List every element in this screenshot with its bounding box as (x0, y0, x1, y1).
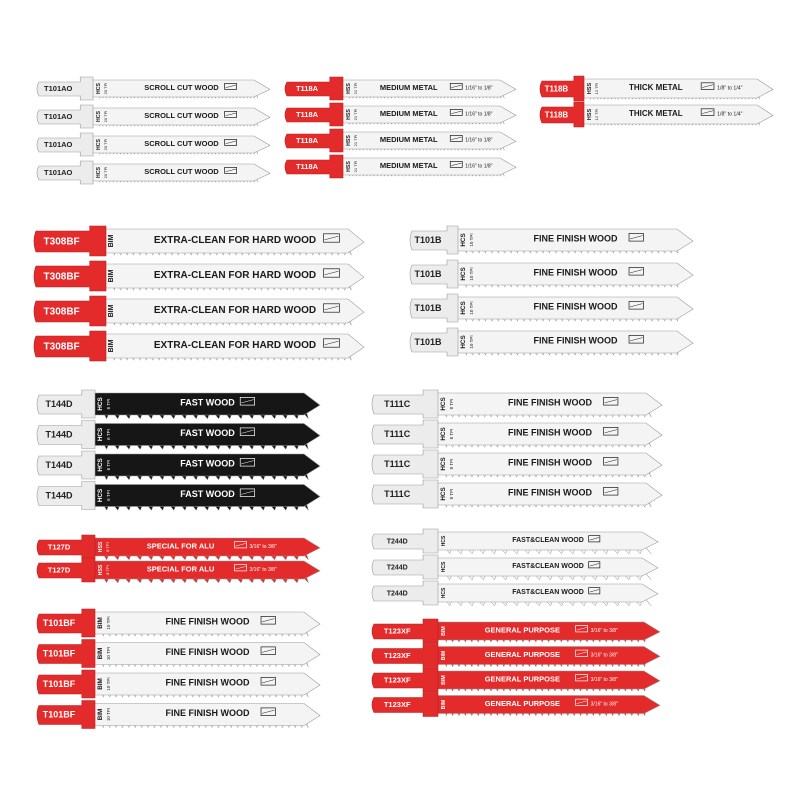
blade-label: FAST WOOD (180, 397, 235, 408)
blade-material: BIM (441, 650, 447, 661)
blade-spec: 3/16" to 3/8" (590, 627, 618, 634)
saw-blade (37, 451, 320, 480)
blade-label: FAST&CLEAN WOOD (512, 537, 584, 545)
blade-code: T123XF (383, 675, 411, 685)
blade-label: FINE FINISH WOOD (508, 427, 592, 438)
blade-material: BIM (97, 678, 104, 690)
blade-label: FINE FINISH WOOD (508, 397, 592, 408)
saw-blade (410, 226, 693, 254)
blade-label: FINE FINISH WOOD (533, 267, 618, 278)
blade-code: T101BF (42, 709, 76, 720)
blade-label: SCROLL CUT WOOD (144, 82, 219, 92)
blade-tpi: 8 TPI (449, 458, 455, 470)
blade-material: HCS (460, 335, 467, 349)
blade-tpi: 8 TPI (449, 428, 455, 440)
saw-blade (372, 693, 660, 717)
blade-tpi: 10 TPI (106, 616, 112, 630)
blade-code: T101AO (44, 140, 73, 150)
blade-tpi: 8 TPI (449, 488, 455, 500)
saw-blade (285, 155, 516, 178)
saw-blade (37, 609, 320, 637)
blade-label: GENERAL PURPOSE (484, 625, 561, 635)
saw-blade (37, 670, 320, 698)
saw-blade (372, 450, 662, 478)
blade-material: HCS (97, 397, 104, 411)
blade-material: HCS (460, 233, 467, 247)
blade-code: T111C (384, 489, 411, 500)
blade-label: MEDIUM METAL (379, 134, 438, 144)
blade-label: SPECIAL FOR ALU (146, 564, 215, 574)
blade-tpi: 21 TPI (352, 108, 358, 121)
blade-material: HSS (346, 109, 352, 120)
blade-spec: 1/16" to 1/8" (465, 111, 493, 118)
blade-code: T308BF (43, 271, 80, 283)
blade-tpi: 21 TPI (352, 82, 358, 95)
saw-blade (372, 555, 658, 580)
blade-material: HCS (441, 587, 447, 599)
saw-blade (34, 261, 364, 291)
saw-blade (372, 480, 662, 508)
blade-material: HCS (97, 458, 104, 472)
blade-code: T101BF (42, 679, 76, 690)
blade-code: T111C (384, 459, 411, 470)
blade-spec: 3/16" to 3/8" (590, 652, 618, 659)
blade-material: BIM (108, 339, 115, 353)
blade-material: BIM (108, 269, 115, 283)
saw-blade (37, 161, 270, 184)
blade-code: T144D (45, 460, 73, 471)
blade-tpi: 21 TPI (352, 134, 358, 147)
blade-tpi: 20 TPI (102, 138, 108, 151)
saw-blade (285, 129, 516, 152)
saw-blade (34, 331, 364, 361)
blade-code: T101B (414, 269, 442, 280)
blade-label: EXTRA-CLEAN FOR HARD WOOD (153, 234, 317, 246)
blade-label: FINE FINISH WOOD (165, 647, 250, 658)
blade-material: HCS (96, 166, 102, 179)
blade-tpi: 20 TPI (102, 166, 108, 179)
blade-label: FAST WOOD (180, 489, 235, 500)
saw-blade (372, 390, 662, 418)
saw-blade (37, 482, 320, 511)
blade-label: EXTRA-CLEAN FOR HARD WOOD (153, 339, 317, 351)
blade-code: T144D (45, 490, 73, 501)
blade-label: FINE FINISH WOOD (165, 708, 250, 719)
blade-label: MEDIUM METAL (379, 160, 438, 170)
saw-blade (410, 328, 693, 356)
blade-code: T144D (45, 399, 73, 410)
blade-code: T308BF (43, 341, 80, 353)
blade-material: HSS (346, 135, 352, 146)
blade-spec: 3/16" to 3/8" (590, 676, 618, 683)
blade-tpi: 6 TPI (106, 459, 112, 471)
saw-blade (372, 644, 660, 668)
blade-material: BIM (441, 626, 447, 636)
blade-label: FAST&CLEAN WOOD (512, 589, 584, 597)
blade-material: BIM (108, 234, 115, 248)
saw-blade (410, 294, 693, 322)
blade-code: T118A (295, 162, 319, 172)
blade-code: T118A (295, 84, 319, 94)
blade-tpi: 10 TPI (469, 335, 475, 349)
blade-label: EXTRA-CLEAN FOR HARD WOOD (153, 269, 317, 281)
blade-tpi: 10 TPI (106, 707, 112, 722)
saw-blade (372, 581, 658, 606)
blade-code: T101BF (42, 648, 76, 659)
blade-material: HCS (440, 427, 447, 441)
blade-label: GENERAL PURPOSE (484, 698, 561, 708)
blade-label: THICK METAL (629, 108, 683, 118)
blade-code: T111C (384, 429, 411, 440)
blade-tpi: 6 TPI (106, 429, 112, 440)
blade-label: MEDIUM METAL (379, 82, 438, 92)
saw-blade (372, 529, 658, 554)
saw-blade (540, 76, 773, 101)
blade-tpi: 12 TPI (594, 108, 600, 121)
blade-code: T101AO (44, 168, 73, 178)
saw-blade (285, 77, 516, 100)
blade-label: GENERAL PURPOSE (484, 649, 561, 659)
blade-label: FINE FINISH WOOD (508, 457, 592, 468)
blade-spec: 3/16" to 3/8" (249, 543, 277, 550)
saw-blade (37, 421, 320, 450)
blade-material: HCS (96, 110, 102, 123)
blade-label: SCROLL CUT WOOD (144, 166, 219, 176)
blade-code: T118B (544, 110, 569, 120)
blade-code: T123XF (383, 651, 411, 661)
blade-label: THICK METAL (629, 82, 683, 92)
blade-tpi: 6 TPI (106, 398, 112, 410)
blade-material: HCS (96, 82, 102, 95)
blade-material: HSS (346, 161, 352, 172)
blade-material: HCS (96, 138, 102, 151)
blade-code: T123XF (383, 626, 411, 636)
blade-material: BIM (441, 675, 447, 685)
blade-material: HCS (460, 267, 467, 281)
blade-tpi: 10 TPI (469, 233, 475, 247)
blade-label: FINE FINISH WOOD (508, 487, 592, 498)
saw-blade (540, 102, 773, 127)
blade-spec: 1/16" to 1/8" (465, 163, 493, 170)
blade-material: HCS (97, 488, 104, 503)
saw-blade (37, 77, 270, 100)
saw-blade (285, 103, 516, 126)
blade-material: HCS (97, 427, 104, 442)
blade-label: FINE FINISH WOOD (533, 335, 618, 346)
blade-material: BIM (97, 708, 104, 721)
blade-code: T127D (47, 542, 71, 552)
blade-label: FINE FINISH WOOD (165, 616, 250, 627)
blade-material: HCS (440, 487, 447, 501)
saw-blade (37, 105, 270, 128)
saw-blade (37, 701, 320, 729)
saw-blade (410, 260, 693, 288)
blade-tpi: 21 TPI (352, 160, 358, 173)
blade-code: T308BF (43, 236, 80, 248)
blade-material: HCS (440, 397, 447, 411)
blade-label: SPECIAL FOR ALU (146, 541, 215, 551)
blade-code: T118A (295, 136, 319, 146)
blade-material: BIM (441, 699, 447, 710)
blade-label: FINE FINISH WOOD (533, 233, 618, 244)
blade-label: EXTRA-CLEAN FOR HARD WOOD (153, 304, 317, 316)
blade-spec: 1/8" to 1/4" (717, 85, 743, 92)
blade-tpi: 8 TPI (104, 565, 110, 575)
blade-tpi: 20 TPI (102, 110, 108, 123)
saw-blade (37, 535, 320, 560)
saw-blade (372, 420, 662, 448)
blade-code: T101B (414, 303, 442, 314)
blade-material: HCS (441, 561, 447, 573)
blade-material: HCS (441, 535, 447, 547)
saw-blade (37, 640, 320, 668)
blade-label: FAST WOOD (180, 458, 235, 469)
blade-spec: 1/16" to 1/8" (465, 85, 493, 92)
blade-label: FINE FINISH WOOD (533, 301, 618, 312)
blade-code: T308BF (43, 306, 80, 318)
blade-label: FAST&CLEAN WOOD (512, 563, 584, 571)
blade-tpi: 10 TPI (106, 646, 112, 661)
blade-tpi: 10 TPI (106, 677, 112, 691)
blade-tpi: 10 TPI (469, 301, 475, 315)
blade-code: T101B (414, 337, 442, 348)
blade-label: SCROLL CUT WOOD (144, 110, 219, 120)
saw-blade (37, 133, 270, 156)
blade-material: BIM (97, 647, 104, 660)
blade-material: HSS (346, 83, 352, 94)
blade-label: GENERAL PURPOSE (484, 674, 561, 684)
blade-code: T127D (47, 565, 71, 575)
blade-tpi: 10 TPI (469, 267, 475, 281)
blade-code: T101AO (44, 112, 73, 122)
saw-blade (37, 390, 320, 419)
blade-label: FINE FINISH WOOD (165, 677, 250, 688)
blade-material: HCS (460, 301, 467, 315)
blade-tpi: 12 TPI (594, 82, 600, 95)
blade-material: BIM (108, 304, 115, 318)
blade-material: BIM (97, 617, 104, 629)
blade-spec: 3/16" to 3/8" (249, 566, 277, 573)
saw-blade (372, 668, 660, 692)
saw-blade (34, 296, 364, 326)
blade-code: T101AO (44, 84, 73, 94)
blade-tpi: 20 TPI (102, 82, 108, 95)
blade-label: MEDIUM METAL (379, 108, 438, 118)
blade-tpi: 8 TPI (449, 398, 455, 410)
blade-code: T123XF (383, 700, 411, 710)
blade-material: HSS (587, 82, 593, 95)
blade-material: HSS (98, 541, 104, 553)
blade-label: SCROLL CUT WOOD (144, 138, 219, 148)
blade-code: T244D (386, 590, 408, 598)
blade-tpi: 6 TPI (106, 490, 112, 501)
blade-tpi: 8 TPI (104, 542, 110, 552)
saw-blade (372, 619, 660, 643)
blade-material: HCS (440, 457, 447, 471)
blade-spec: 3/16" to 3/8" (590, 701, 618, 708)
saw-blade (34, 226, 364, 256)
blade-spec: 1/8" to 1/4" (717, 111, 743, 118)
blade-code: T118B (544, 84, 569, 94)
blade-material: HSS (98, 564, 104, 576)
blade-spec: 1/16" to 1/8" (465, 137, 493, 144)
blade-code: T111C (384, 399, 411, 410)
blade-code: T118A (295, 110, 319, 120)
blade-code: T244D (386, 538, 408, 546)
saw-blade (37, 558, 320, 583)
blade-label: FAST WOOD (180, 428, 235, 439)
blade-code: T101BF (42, 618, 76, 629)
blade-material: HSS (587, 108, 593, 121)
blade-code: T244D (386, 564, 408, 572)
blade-code: T101B (414, 235, 442, 246)
blade-code: T144D (45, 429, 73, 440)
